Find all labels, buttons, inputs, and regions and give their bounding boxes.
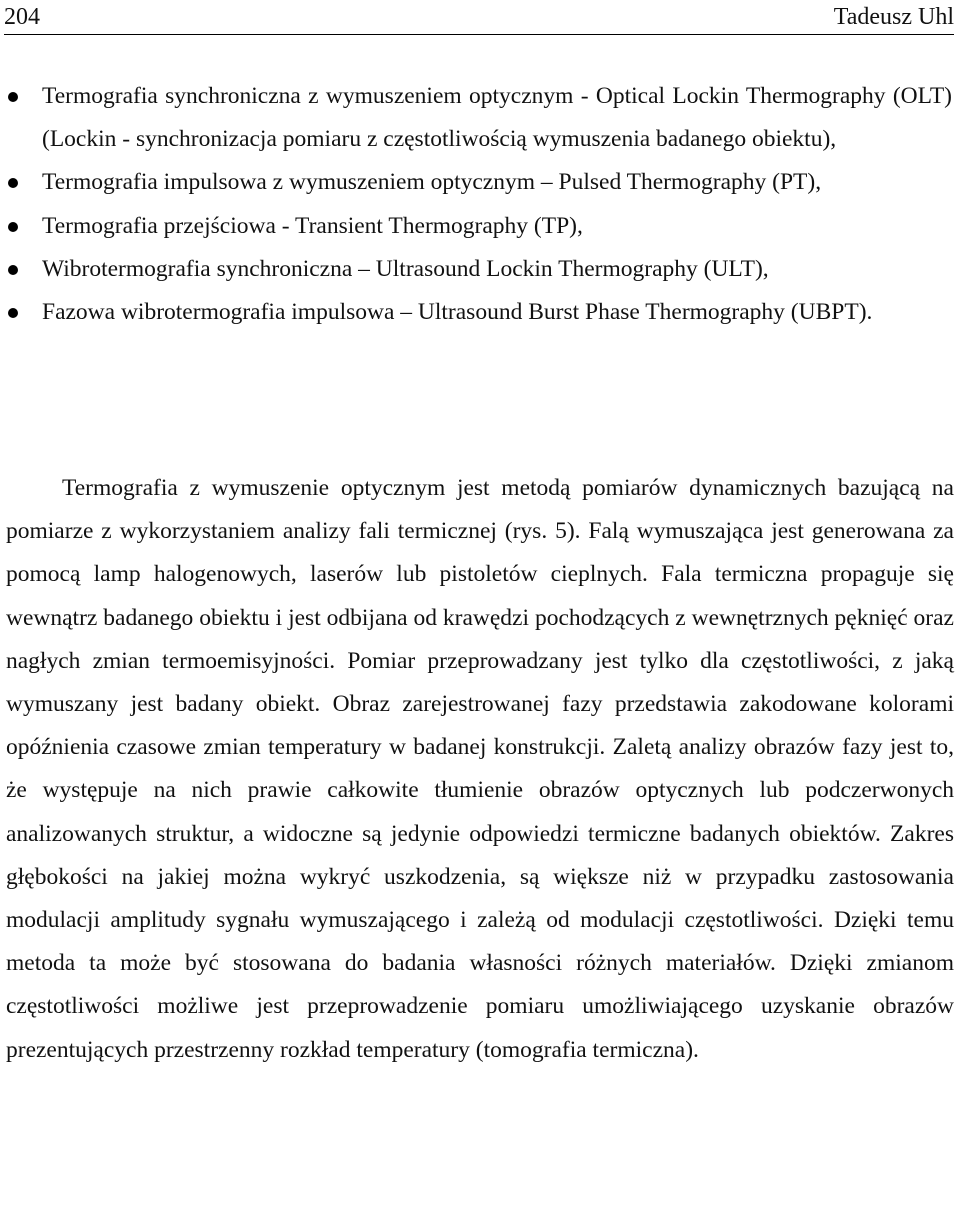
bullet-icon (8, 92, 18, 102)
bullet-icon (8, 265, 18, 275)
bullet-icon (8, 222, 18, 232)
list-item (0, 205, 952, 248)
running-head-author: Tadeusz Uhl (833, 4, 954, 30)
list-item-text: Termografia synchroniczna z wymuszeniem optycznym - Optical Lockin Thermography (OLT) (Lockin - synchronizacja pomiaru z częstotliwością wymuszenia badanego obiektu), (42, 83, 952, 153)
list-item-text: Fazowa wibrotermografia impulsowa – Ultrasound Burst Phase Thermography (UBPT). (42, 299, 873, 326)
body-paragraph: Termografia z wymuszenie optycznym jest metodą pomiarów dynamicznych bazującą na pomiarze z wykorzystaniem analizy fali termicznej (rys. 5). Falą wymuszająca jest generowana za pomocą lamp halogenowych, laserów lub pistoletów cieplnych. Fala termiczna propaguje się wewnątrz badanego obiektu i jest odbijana od krawędzi pochodzących z wewnętrznych pęknięć oraz nagłych zmian termoemisyjności. Pomiar przeprowadzany jest tylko dla częstotliwości, z jaką wymuszany jest badany obiekt. Obraz zarejestrowanej fazy przedstawia zakodowane kolorami opóźnienia czasowe zmian temperatury w badanej konstrukcji. Zaletą analizy obrazów fazy jest to, że występuje na nich prawie całkowite tłumienie obrazów optycznych lub podczerwonych analizowanych struktur, a widoczne są jedynie odpowiedzi termiczne badanych obiektów. Zakres głębokości na jakiej można wykryć uszkodzenia, są większe niż w przypadku zastosowania modulacji amplitudy sygnału wymuszającego i zależą od modulacji częstotliwości. Dzięki temu metoda ta może być stosowana do badania własności różnych materiałów. Dzięki zmianom częstotliwości możliwe jest przeprowadzenie pomiaru umożliwiającego uzyskanie obrazów prezentujących przestrzenny rozkład temperatury (tomografia termiczna). (6, 475, 954, 1063)
list-item-text: Termografia impulsowa z wymuszeniem optycznym – Pulsed Thermography (PT), (42, 169, 822, 196)
list-item (0, 75, 952, 161)
list-item (0, 291, 952, 334)
list-item (0, 248, 952, 291)
bullet-icon (8, 178, 18, 188)
page-header (4, 2, 954, 35)
method-list (0, 75, 960, 334)
list-item (0, 161, 952, 204)
bullet-icon (8, 308, 18, 318)
list-item-text: Termografia przejściowa - Transient Thermography (TP), (42, 212, 583, 239)
list-item-text: Wibrotermografia synchroniczna – Ultrasound Lockin Thermography (ULT), (42, 255, 769, 282)
page-number: 204 (4, 4, 40, 30)
